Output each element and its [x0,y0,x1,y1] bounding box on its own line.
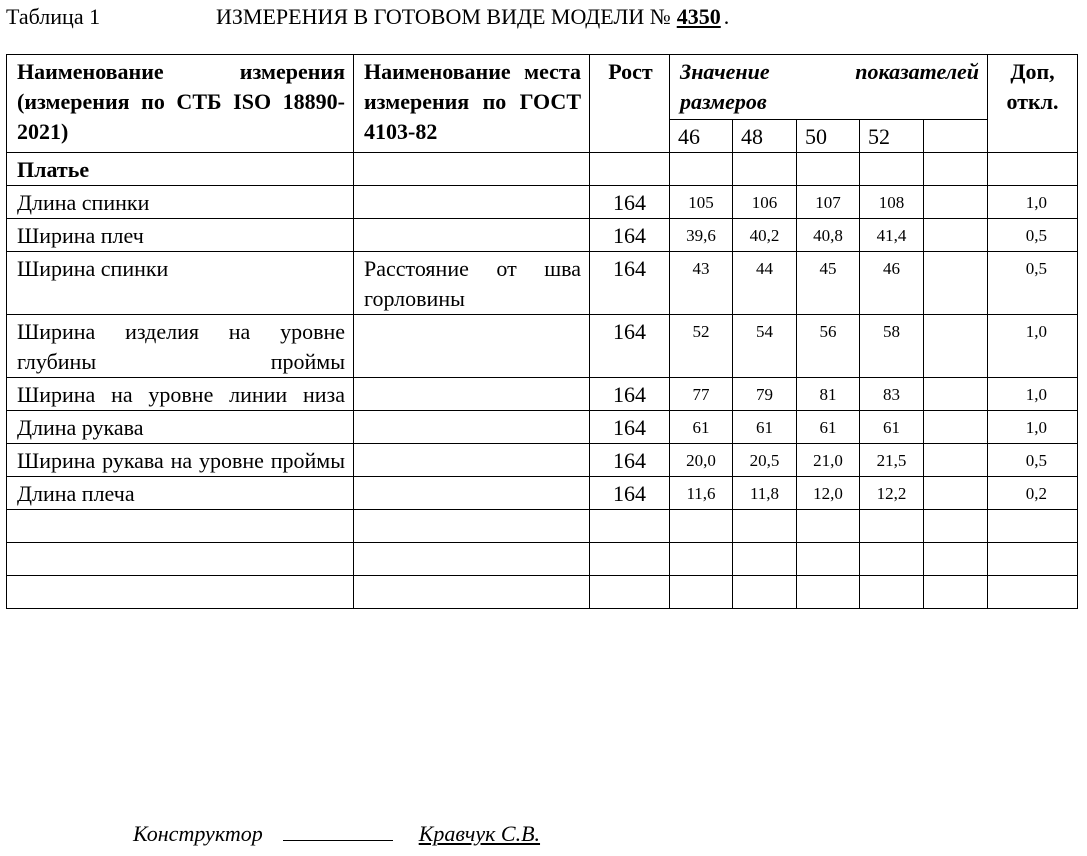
tolerance-value: 1,0 [988,315,1078,378]
cell [797,153,860,186]
tolerance-value: 1,0 [988,411,1078,444]
title-period: . [723,4,730,29]
size-52: 52 [860,120,924,153]
empty-cell [797,576,860,609]
measure-name: Ширина на уровне линии низа [7,378,354,411]
size-value: 61 [860,411,924,444]
empty-cell [354,510,590,543]
size-value: 21,0 [797,444,860,477]
empty-row [7,510,1078,543]
empty-cell [860,543,924,576]
size-value: 12,2 [860,477,924,510]
table-row [7,411,1078,444]
measure-name: Ширина изделия на уровне глубины проймы [7,315,354,378]
height-value: 164 [590,411,670,444]
size-48: 48 [733,120,797,153]
size-value: 39,6 [670,219,733,252]
empty-row [7,543,1078,576]
tolerance-value: 1,0 [988,378,1078,411]
size-value: 108 [860,186,924,219]
size-value: 43 [670,252,733,315]
table-row [7,219,1078,252]
size-value [924,378,988,411]
cell [860,153,924,186]
empty-cell [733,510,797,543]
header-sizes-line2: размеров [680,89,767,114]
cell [924,153,988,186]
height-value: 164 [590,252,670,315]
size-value: 61 [797,411,860,444]
empty-cell [590,543,670,576]
height-value: 164 [590,315,670,378]
constructor-label: Конструктор [133,821,263,846]
height-value: 164 [590,444,670,477]
size-value: 45 [797,252,860,315]
header-measure: Наименование измерения (измерения по СТБ ISO 18890-2021) [7,55,354,153]
height-value: 164 [590,477,670,510]
cell [670,153,733,186]
constructor-name: Кравчук С.В. [418,821,541,846]
cell [733,153,797,186]
size-value: 105 [670,186,733,219]
size-value: 56 [797,315,860,378]
size-value: 20,0 [670,444,733,477]
measure-place [354,477,590,510]
header-tolerance: Доп, откл. [988,55,1078,153]
table-row [7,477,1078,510]
document-title [216,2,729,32]
empty-cell [988,510,1078,543]
height-value: 164 [590,378,670,411]
size-value: 40,8 [797,219,860,252]
height-value: 164 [590,219,670,252]
table-row [7,186,1078,219]
measure-name: Длина плеча [7,477,354,510]
size-value: 58 [860,315,924,378]
size-value: 54 [733,315,797,378]
tolerance-value: 0,2 [988,477,1078,510]
measure-place [354,186,590,219]
empty-cell [988,543,1078,576]
tolerance-value: 0,5 [988,219,1078,252]
empty-cell [354,576,590,609]
empty-cell [670,510,733,543]
measure-name: Длина рукава [7,411,354,444]
table-row [7,315,1078,378]
size-46: 46 [670,120,733,153]
empty-cell [924,510,988,543]
tolerance-value: 0,5 [988,252,1078,315]
empty-cell [733,543,797,576]
measure-name: Длина спинки [7,186,354,219]
header-height: Рост [590,55,670,153]
height-value: 164 [590,186,670,219]
size-value: 21,5 [860,444,924,477]
model-number: 4350 [676,4,721,29]
size-value: 11,6 [670,477,733,510]
size-value [924,219,988,252]
measurements-table [6,54,1078,609]
size-blank [924,120,988,153]
size-value [924,477,988,510]
size-value: 77 [670,378,733,411]
title-line [6,2,1081,32]
measure-name: Ширина плеч [7,219,354,252]
empty-cell [860,510,924,543]
header-sizes-line1: Значение показателей [680,59,980,84]
cell [354,153,590,186]
empty-cell [924,576,988,609]
tolerance-value: 0,5 [988,444,1078,477]
empty-cell [670,543,733,576]
size-value: 20,5 [733,444,797,477]
empty-cell [354,543,590,576]
empty-cell [670,576,733,609]
section-row [7,153,1078,186]
size-value: 107 [797,186,860,219]
table-row [7,378,1078,411]
measure-name: Ширина спинки [7,252,354,315]
measure-place [354,315,590,378]
size-value [924,315,988,378]
size-50: 50 [797,120,860,153]
size-value: 46 [860,252,924,315]
empty-cell [797,510,860,543]
measure-place [354,411,590,444]
header-row [7,55,1078,120]
table-row [7,252,1078,315]
empty-cell [7,576,354,609]
empty-cell [797,543,860,576]
size-value: 79 [733,378,797,411]
size-value [924,252,988,315]
signature-blank [283,818,393,841]
empty-cell [988,576,1078,609]
measure-place: Расстояние от шва горловины [354,252,590,315]
size-value [924,186,988,219]
measure-place [354,378,590,411]
empty-cell [733,576,797,609]
table-row [7,444,1078,477]
empty-cell [590,576,670,609]
measure-place [354,444,590,477]
size-value [924,444,988,477]
table-label: Таблица 1 [6,4,101,29]
empty-cell [7,543,354,576]
size-value: 61 [733,411,797,444]
measure-name: Ширина рукава на уровне проймы [7,444,354,477]
size-value: 106 [733,186,797,219]
header-place: Наименование места измерения по ГОСТ 4103-82 [354,55,590,153]
empty-cell [7,510,354,543]
empty-cell [590,510,670,543]
size-value: 12,0 [797,477,860,510]
size-value: 61 [670,411,733,444]
size-value: 83 [860,378,924,411]
size-value: 40,2 [733,219,797,252]
cell [988,153,1078,186]
cell [590,153,670,186]
size-value: 44 [733,252,797,315]
empty-cell [860,576,924,609]
signature-line [133,818,540,849]
size-value: 11,8 [733,477,797,510]
tolerance-value: 1,0 [988,186,1078,219]
section-title: Платье [7,153,354,186]
header-sizes [670,55,988,120]
size-value [924,411,988,444]
title-text: ИЗМЕРЕНИЯ В ГОТОВОМ ВИДЕ МОДЕЛИ № [216,4,671,29]
size-value: 41,4 [860,219,924,252]
empty-cell [924,543,988,576]
size-value: 81 [797,378,860,411]
size-value: 52 [670,315,733,378]
empty-row [7,576,1078,609]
measure-place [354,219,590,252]
